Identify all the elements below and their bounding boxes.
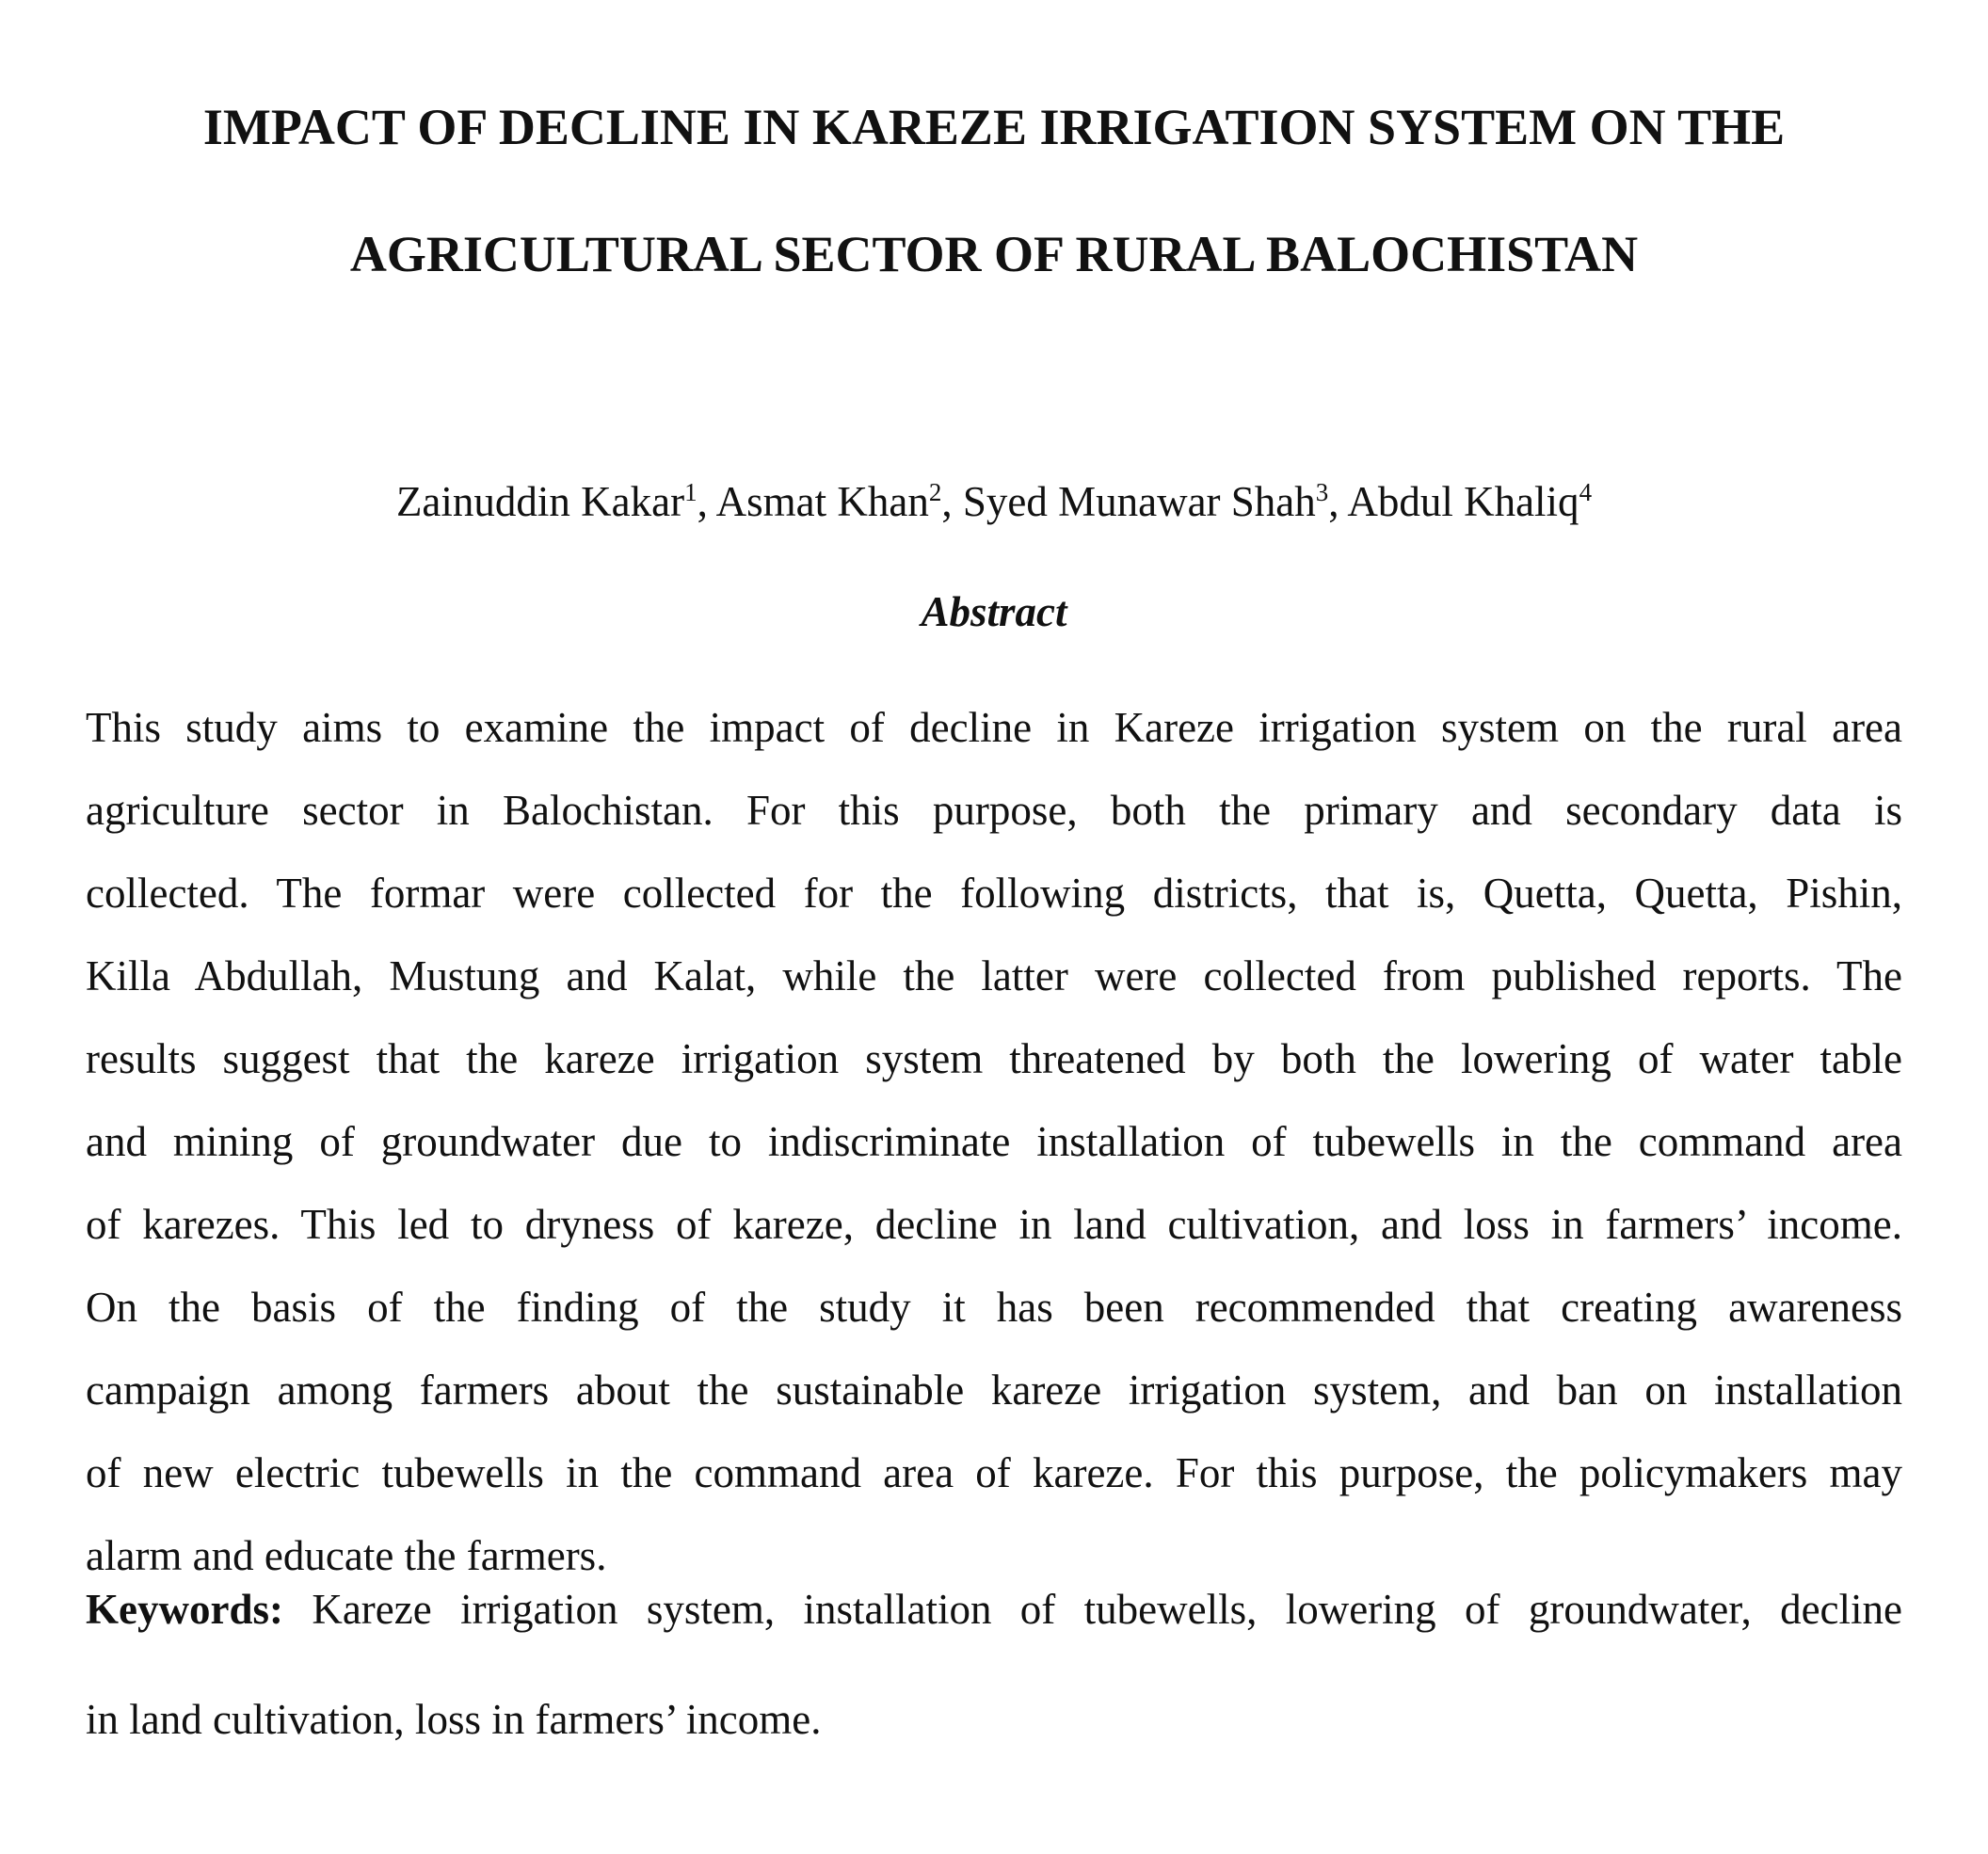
paper-title-line-2: AGRICULTURAL SECTOR OF RURAL BALOCHISTAN — [349, 226, 1639, 282]
abstract-line: This study aims to examine the impact of decline in Kareze irrigation system on the rural area — [86, 704, 1902, 751]
author-name: Asmat Khan — [715, 478, 929, 525]
author-list — [0, 475, 1988, 528]
author-name: Syed Munawar Shah — [962, 478, 1316, 525]
author-separator: , — [1328, 478, 1348, 525]
keywords-label: Keywords: — [86, 1586, 283, 1633]
author-separator: , — [941, 478, 963, 525]
keywords-line-2: in land cultivation, loss in farmers’ income. — [86, 1696, 822, 1743]
author-name: Abdul Khaliq — [1347, 478, 1579, 525]
abstract-line: results suggest that the kareze irrigation system threatened by both the lowering of water table — [86, 1035, 1902, 1082]
abstract-line: agriculture sector in Balochistan. For this purpose, both the primary and secondary data is — [86, 787, 1902, 834]
keywords-section — [86, 1581, 1902, 1748]
abstract-line: campaign among farmers about the sustainable kareze irrigation system, and ban on installation — [86, 1367, 1902, 1414]
author-separator: , — [697, 478, 716, 525]
abstract-line: collected. The formar were collected for the following districts, that is, Quetta, Quetta, Pishin, — [86, 870, 1902, 917]
author-name: Zainuddin Kakar — [395, 478, 685, 525]
abstract-line: and mining of groundwater due to indiscriminate installation of tubewells in the command area — [86, 1118, 1902, 1165]
keywords-line-1 — [86, 1581, 1902, 1638]
author-affiliation: 4 — [1579, 478, 1593, 506]
keywords-text: Kareze irrigation system, installation of tubewells, lowering of groundwater, decline — [282, 1586, 1902, 1633]
author-affiliation: 1 — [684, 478, 697, 506]
abstract-line: alarm and educate the farmers. — [86, 1532, 607, 1579]
abstract-line: of karezes. This led to dryness of kareze, decline in land cultivation, and loss in farmers’ income. — [86, 1201, 1902, 1248]
abstract-heading: Abstract — [921, 588, 1067, 635]
abstract-line: of new electric tubewells in the command area of kareze. For this purpose, the policymakers may — [86, 1449, 1902, 1496]
paper-title-line-1: IMPACT OF DECLINE IN KAREZE IRRIGATION SYSTEM ON THE — [202, 99, 1786, 155]
abstract-line: Killa Abdullah, Mustung and Kalat, while the latter were collected from published reports. The — [86, 952, 1902, 999]
author-affiliation: 2 — [928, 478, 942, 506]
author-affiliation: 3 — [1315, 478, 1329, 506]
abstract-line: On the basis of the finding of the study it has been recommended that creating awareness — [86, 1284, 1902, 1331]
abstract-body — [86, 686, 1902, 1597]
